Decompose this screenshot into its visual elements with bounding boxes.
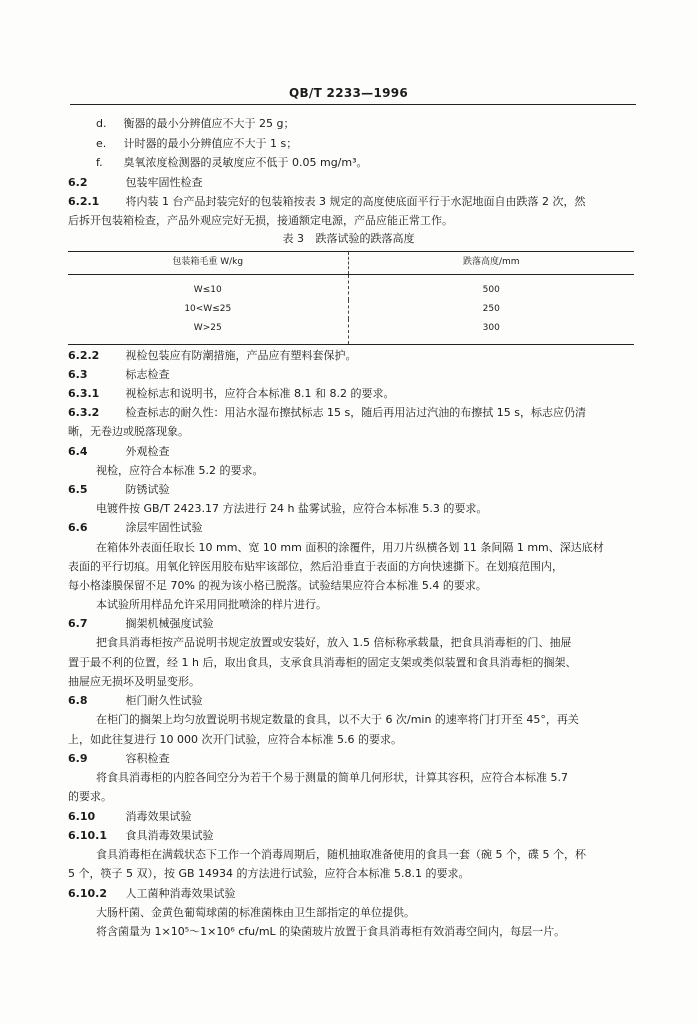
list-marker: d. (96, 117, 107, 130)
section-6-6-line-4: 本试验所用样品允许采用同批喷涂的样片进行。 (96, 598, 327, 611)
list-item-text: 衡器的最小分辨值应不大于 25 g； (123, 117, 295, 130)
section-6-6-line-2: 表面的平行切痕。用氧化锌医用胶布贴牢该部位，然后沿垂直于表面的方向快速撕下。在划痕范围内， (68, 560, 563, 573)
table-cell: 10<W≤25 (68, 300, 348, 319)
section-6-9-heading (68, 752, 170, 766)
section-6-5-heading (68, 483, 170, 497)
section-6-4-text: 视检，应符合本标准 5.2 的要求。 (96, 464, 264, 477)
section-number: 6.2.2 (68, 349, 100, 362)
table-cell: W>25 (68, 319, 348, 345)
section-6-10-heading (68, 810, 192, 824)
section-number: 6.3.1 (68, 387, 100, 400)
section-6-7-line-2: 置于最不利的位置，经 1 h 后，取出食具，支承食具消毒柜的固定支架或类似装置和食具消毒柜的搁架、 (68, 656, 577, 669)
paragraph-text: 视检标志和说明书，应符合本标准 8.1 和 8.2 的要求。 (125, 387, 395, 400)
section-6-2-1-line-1 (68, 195, 585, 209)
paragraph-text: 将内装 1 台产品封装完好的包装箱按表 3 规定的高度使底面平行于水泥地面自由跌落 2 次，然 (125, 195, 586, 208)
section-title: 柜门耐久性试验 (125, 694, 203, 707)
section-title: 容积检查 (125, 752, 170, 765)
list-marker: f. (96, 156, 103, 169)
table-header-row (68, 252, 634, 275)
section-title: 涂层牢固性试验 (125, 521, 203, 534)
section-6-10-2-heading (68, 887, 236, 901)
section-title: 防锈试验 (125, 483, 170, 496)
section-6-2-2 (68, 349, 357, 363)
section-number: 6.4 (68, 445, 88, 458)
section-number: 6.10.1 (68, 829, 107, 842)
section-title: 外观检查 (125, 445, 170, 458)
standard-number-header: QB/T 2233—1996 (288, 86, 409, 100)
section-6-9-line-1: 将食具消毒柜的内腔各间空分为若干个易于测量的简单几何形状，计算其容积，应符合本标准 5.7 (96, 771, 568, 784)
section-6-2-1-line-2: 后拆开包装箱检查，产品外观应完好无损，接通额定电源，产品应能正常工作。 (68, 214, 453, 227)
section-title: 包装牢固性检查 (125, 176, 203, 189)
table-row (68, 275, 634, 301)
section-number: 6.10.2 (68, 887, 107, 900)
section-number: 6.6 (68, 521, 88, 534)
section-6-4-heading (68, 445, 170, 459)
table-cell: W≤10 (68, 275, 348, 301)
section-6-3-heading (68, 368, 170, 382)
section-number: 6.8 (68, 694, 88, 707)
table-3-caption (0, 232, 697, 246)
list-item-e (96, 137, 297, 151)
header-rule (70, 104, 636, 105)
table-number: 表 3 (282, 232, 304, 245)
table-row (68, 300, 634, 319)
drop-height-table (68, 251, 634, 345)
section-6-5-text: 电镀件按 GB/T 2423.17 方法进行 24 h 盐雾试验，应符合本标准 5.3 的要求。 (96, 502, 488, 515)
section-6-8-heading (68, 694, 203, 708)
section-number: 6.3.2 (68, 406, 100, 419)
section-number: 6.3 (68, 368, 88, 381)
list-item-d (96, 117, 294, 131)
section-title: 标志检查 (125, 368, 170, 381)
paragraph-text: 检查标志的耐久性：用沾水湿布擦拭标志 15 s，随后再用沾过汽油的布擦拭 15 s，标志应仍清 (125, 406, 586, 419)
list-item-text: 臭氧浓度检测器的灵敏度应不低于 0.05 mg/m³。 (123, 156, 368, 169)
section-6-3-2-line-1 (68, 406, 586, 420)
section-6-2-heading (68, 176, 203, 190)
section-6-10-1-heading (68, 829, 214, 843)
column-header-drop-height: 跌落高度/mm (348, 252, 634, 275)
list-item-text: 计时器的最小分辨值应不大于 1 s； (123, 137, 298, 150)
section-6-8-line-2: 上，如此往复进行 10 000 次开门试验，应符合本标准 5.6 的要求。 (68, 733, 402, 746)
section-number: 6.10 (68, 810, 96, 823)
section-number: 6.2 (68, 176, 88, 189)
section-number: 6.2.1 (68, 195, 100, 208)
section-6-6-line-1: 在箱体外表面任取长 10 mm、宽 10 mm 面积的涂覆件，用刀片纵横各划 11 条间隔 1 mm、深达底材 (96, 541, 604, 554)
section-title: 搁架机械强度试验 (125, 617, 214, 630)
section-6-6-heading (68, 521, 203, 535)
section-title: 食具消毒效果试验 (125, 829, 214, 842)
list-marker: e. (96, 137, 107, 150)
section-number: 6.9 (68, 752, 88, 765)
section-6-10-2-line-2: 将含菌量为 1×10⁵～1×10⁶ cfu/mL 的染菌玻片放置于食具消毒柜有效消毒空间内，每层一片。 (96, 925, 566, 938)
column-header-gross-weight: 包装箱毛重 W/kg (68, 252, 348, 275)
section-6-10-1-line-2: 5 个，筷子 5 双），按 GB 14934 的方法进行试验，应符合本标准 5.8.1 的要求。 (68, 867, 470, 880)
table-row (68, 319, 634, 345)
table-cell: 500 (482, 284, 500, 295)
section-6-10-1-line-1: 食具消毒柜在满载状态下工作一个消毒周期后，随机抽取准备使用的食具一套（碗 5 个，碟 5 个，杯 (96, 848, 586, 861)
section-6-3-2-line-2: 晰，无卷边或脱落现象。 (68, 425, 189, 438)
section-title: 人工菌种消毒效果试验 (125, 887, 236, 900)
section-6-6-line-3: 每小格漆膜保留不足 70% 的视为该小格已脱落。试验结果应符合本标准 5.4 的要求。 (68, 579, 487, 592)
section-6-7-line-3: 抽屉应无损坏及明显变形。 (68, 675, 200, 688)
paragraph-text: 视检包装应有防潮措施，产品应有塑料套保护。 (125, 349, 357, 362)
section-title: 消毒效果试验 (125, 810, 192, 823)
section-6-8-line-1: 在柜门的搁架上均匀放置说明书规定数量的食具，以不大于 6 次/min 的速率将门打开至 45°，再关 (96, 713, 579, 726)
table-title: 跌落试验的跌落高度 (315, 232, 415, 245)
section-6-7-heading (68, 617, 214, 631)
section-6-3-1 (68, 387, 394, 401)
list-item-f (96, 156, 368, 170)
section-6-7-line-1: 把食具消毒柜按产品说明书规定放置或安装好，放入 1.5 倍标称承载量，把食具消毒柜的门、抽屉 (96, 636, 572, 649)
section-6-10-2-line-1: 大肠杆菌、金黄色葡萄球菌的标准菌株由卫生部指定的单位提供。 (96, 906, 415, 919)
section-number: 6.5 (68, 483, 88, 496)
section-6-9-line-2: 的要求。 (68, 790, 112, 803)
table-cell: 300 (348, 319, 634, 345)
table-cell: 250 (482, 303, 500, 314)
section-number: 6.7 (68, 617, 88, 630)
